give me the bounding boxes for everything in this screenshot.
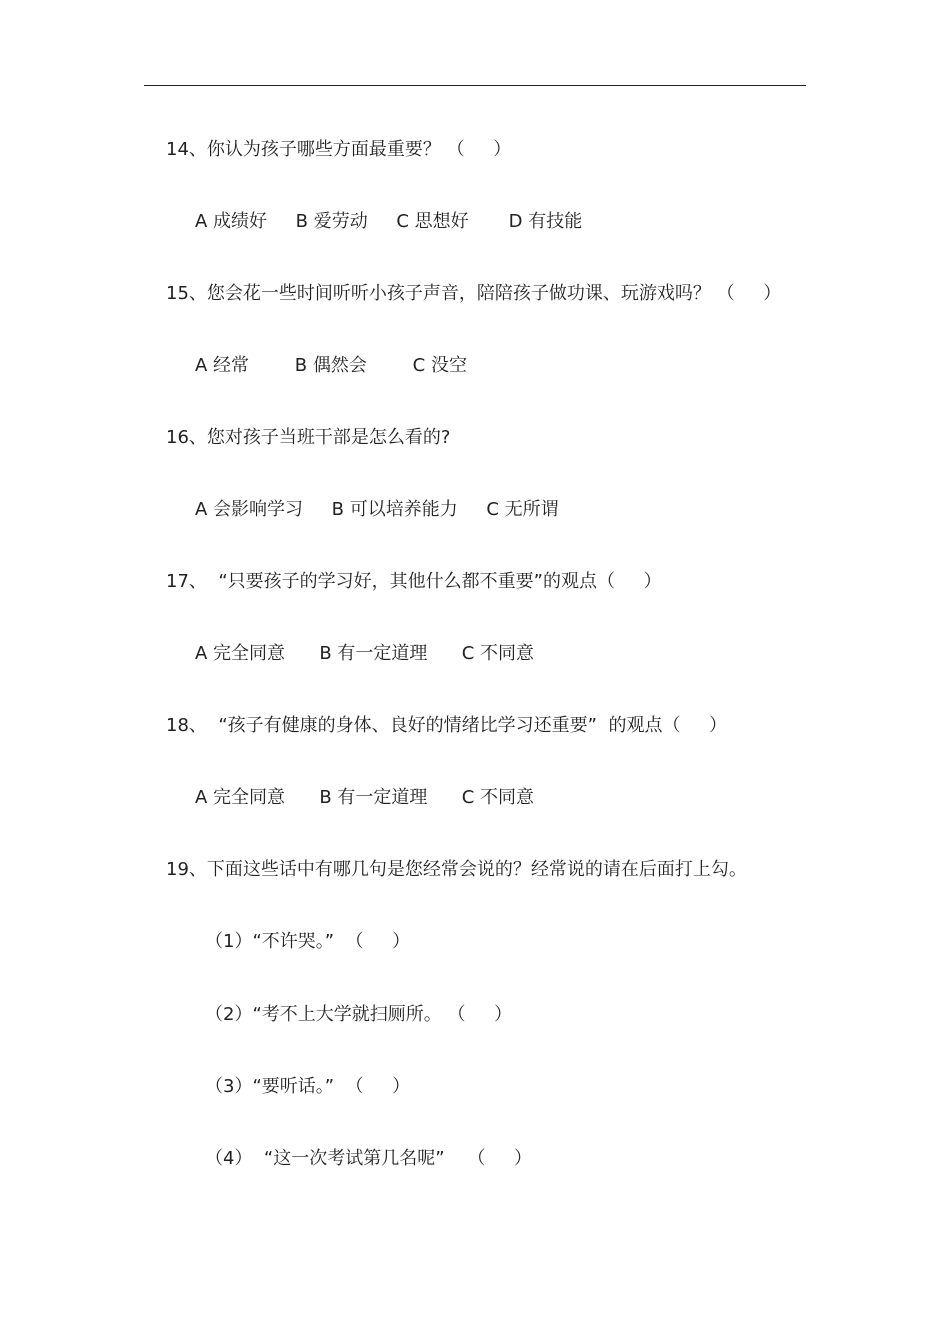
question-15-prompt: 15、您会花一些时间听听小孩子声音，陪陪孩子做功课、玩游戏吗？ （ ） [166,283,782,304]
question-18-prompt: 18、 “孩子有健康的身体、良好的情绪比学习还重要” 的观点（ ） [166,715,728,736]
question-16-options: A 会影响学习 B 可以培养能力 C 无所谓 [195,499,559,520]
question-19-sub-item-3: （3）“要听话。” （ ） [205,1076,411,1097]
question-16-prompt: 16、您对孩子当班干部是怎么看的? [166,427,451,448]
question-17-options: A 完全同意 B 有一定道理 C 不同意 [195,643,535,664]
question-19-prompt: 19、下面这些话中有哪几句是您经常会说的？经常说的请在后面打上勾。 [166,859,747,880]
question-18-options: A 完全同意 B 有一定道理 C 不同意 [195,787,535,808]
question-19-sub-item-2: （2）“考不上大学就扫厕所。 （ ） [205,1004,513,1025]
question-14-prompt: 14、你认为孩子哪些方面最重要？ （ ） [166,139,512,160]
header-rule [144,85,806,86]
question-17-prompt: 17、 “只要孩子的学习好，其他什么都不重要”的观点（ ） [166,571,662,592]
question-15-options: A 经常 B 偶然会 C 没空 [195,355,467,376]
question-14-options: A 成绩好 B 爱劳动 C 思想好 D 有技能 [195,211,583,232]
question-19-sub-item-1: （1）“不许哭。” （ ） [205,931,411,952]
question-19-sub-item-4: （4） “这一次考试第几名呢” （ ） [205,1148,533,1169]
